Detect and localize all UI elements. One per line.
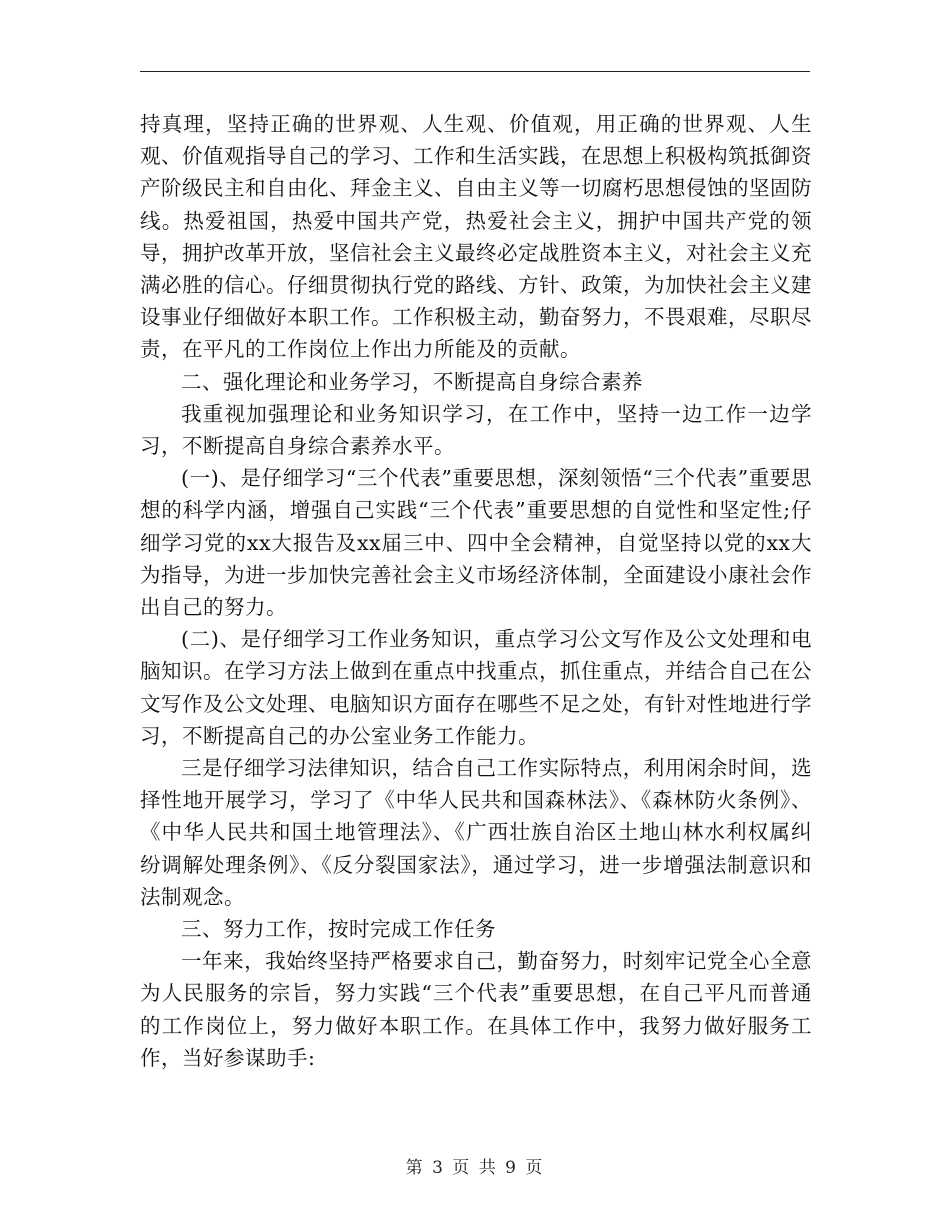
paragraph: (二)、是仔细学习工作业务知识，重点学习公文写作及公文处理和电脑知识。在学习方法上做到在重点中找重点，抓住重点，并结合自己在公文写作及公文处理、电脑知识方面存在哪些不足之处，有针对性地进行学习，不断提高自己的办公室业务工作能力。 bbox=[140, 627, 812, 748]
paragraph: 一年来，我始终坚持严格要求自己，勤奋努力，时刻牢记党全心全意为人民服务的宗旨，努力实践“三个代表”重要思想，在自己平凡而普通的工作岗位上，努力做好本职工作。在具体工作中，我努力做好服务工作，当好参谋助手: bbox=[140, 949, 812, 1070]
paragraph: 三是仔细学习法律知识，结合自己工作实际特点，利用闲余时间，选择性地开展学习，学习了《中华人民共和国森林法》、《森林防火条例》、《中华人民共和国土地管理法》、《广西壮族自治区土地山林水利权属纠纷调解处理条例》、《反分裂国家法》，通过学习，进一步增强法制意识和法制观念。 bbox=[140, 756, 812, 909]
document-body bbox=[140, 108, 812, 1074]
page-number-footer: 第 3 页 共 9 页 bbox=[405, 1158, 545, 1178]
header-rule bbox=[140, 71, 810, 72]
section-heading-3: 三、努力工作，按时完成工作任务 bbox=[181, 917, 496, 942]
paragraph: 我重视加强理论和业务知识学习，在工作中，坚持一边工作一边学习，不断提高自身综合素养水平。 bbox=[140, 401, 812, 459]
section-heading-2: 二、强化理论和业务学习，不断提高自身综合素养 bbox=[181, 369, 643, 394]
paragraph: (一)、是仔细学习“三个代表”重要思想，深刻领悟“三个代表”重要思想的科学内涵，增强自己实践“三个代表”重要思想的自觉性和坚定性;仔细学习党的xx大报告及xx届三中、四中全会精神，自觉坚持以党的xx大为指导，为进一步加快完善社会主义市场经济体制，全面建设小康社会作出自己的努力。 bbox=[140, 466, 812, 620]
paragraph-continuation: 持真理，坚持正确的世界观、人生观、价值观，用正确的世界观、人生观、价值观指导自己的学习、工作和生活实践，在思想上积极构筑抵御资产阶级民主和自由化、拜金主义、自由主义等一切腐朽思想侵蚀的坚固防线。热爱祖国，热爱中国共产党，热爱社会主义，拥护中国共产党的领导，拥护改革开放，坚信社会主义最终必定战胜资本主义，对社会主义充满必胜的信心。仔细贯彻执行党的路线、方针、政策，为加快社会主义建设事业仔细做好本职工作。工作积极主动，勤奋努力，不畏艰难，尽职尽责，在平凡的工作岗位上作出力所能及的贡献。 bbox=[140, 112, 812, 362]
